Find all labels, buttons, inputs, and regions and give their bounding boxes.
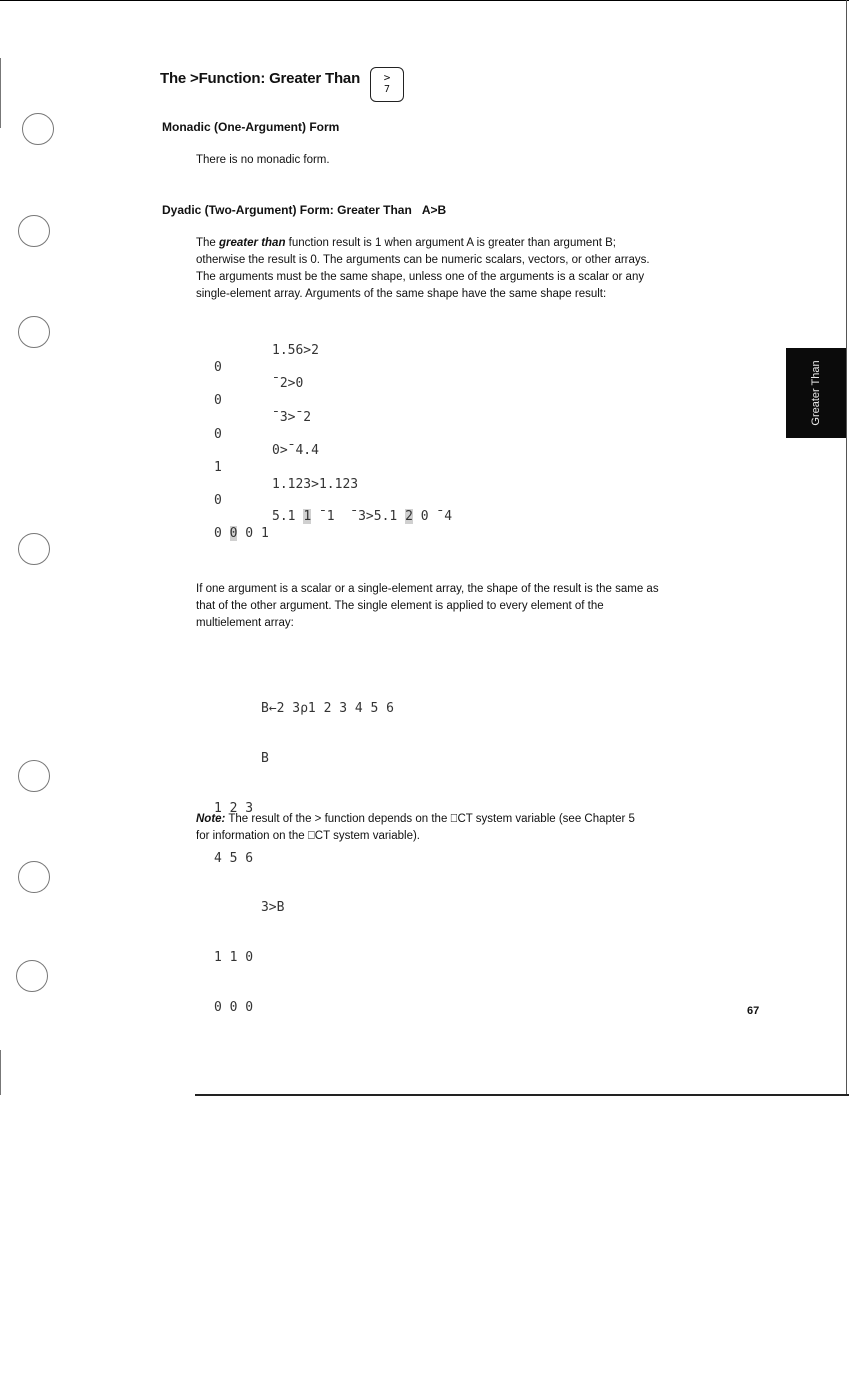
- example-output: 0: [214, 393, 222, 408]
- example-part: 5.1: [272, 509, 304, 524]
- example-part: ¯1 ¯3>5.1: [311, 509, 406, 524]
- binder-hole: [18, 760, 50, 792]
- key-glyph: [370, 67, 404, 102]
- code-line: 4 5 6: [214, 850, 254, 866]
- example-input: ¯2>0: [272, 376, 304, 391]
- example-input: 0>¯4.4: [272, 443, 319, 458]
- example-output: 1: [214, 460, 222, 475]
- example-output: 0: [214, 493, 222, 508]
- example-output: 0: [214, 427, 222, 442]
- example-output-highlighted: [214, 526, 269, 541]
- binder-hole: [18, 861, 50, 893]
- example-input: 1.123>1.123: [272, 477, 359, 492]
- scalar-extension-paragraph: If one argument is a scalar or a single-element array, the shape of the result is the same as that of the other argument. The single element is applied to every element of the multielement array:: [196, 583, 659, 629]
- right-border: [846, 0, 847, 1095]
- section-tab: [786, 348, 846, 438]
- note: [196, 811, 636, 845]
- binder-hole: [18, 215, 50, 247]
- note-label: Note:: [196, 813, 226, 825]
- key-top-symbol: >: [383, 71, 391, 84]
- code-line: 0 0 0: [214, 999, 254, 1015]
- binder-hole: [16, 960, 48, 992]
- highlighted-element: 0: [229, 526, 238, 541]
- example-output: 0: [214, 360, 222, 375]
- code-line: 3>B: [214, 900, 285, 916]
- monadic-text: There is no monadic form.: [196, 154, 330, 166]
- page-title: The >Function: Greater Than: [160, 70, 361, 87]
- code-line: B←2 3⍴1 2 3 4 5 6: [214, 701, 395, 717]
- example-input: 1.56>2: [272, 343, 319, 358]
- code-line: 1 1 0: [214, 950, 254, 966]
- code-line: 1 2 3: [214, 800, 254, 816]
- para-emphasis: greater than: [219, 237, 286, 249]
- note-text: The result of the > function depends on the ⎕CT system variable (see Chapter 5 for information on the ⎕CT system variable).: [196, 813, 635, 842]
- example-part: 0: [214, 526, 230, 541]
- highlighted-element: 1: [303, 509, 312, 524]
- binder-hole: [18, 533, 50, 565]
- code-line: B: [214, 750, 269, 766]
- example-part: 0 1: [237, 526, 269, 541]
- example-part: 0 ¯4: [412, 509, 453, 524]
- dyadic-heading-text: Dyadic (Two-Argument) Form: Greater Than: [162, 203, 412, 217]
- bottom-border: [195, 1094, 849, 1096]
- top-border: [0, 0, 849, 1]
- dyadic-paragraph: [196, 235, 661, 303]
- example-input-highlighted: [272, 509, 452, 524]
- para-lead: The: [196, 237, 220, 249]
- left-edge-mark: [0, 1050, 1, 1095]
- dyadic-syntax: A>B: [421, 203, 447, 217]
- page-number: 67: [747, 1005, 760, 1017]
- left-edge-mark: [0, 58, 1, 128]
- example-input: ¯3>¯2: [272, 410, 312, 425]
- para-rest: function result is 1 when argument A is greater than argument B; otherwise the result is 0. The arguments can be numeric scalars, vectors, or other arrays. The arguments must be the same shape, unless one of the arguments is a scalar or any single-element array. Arguments of the same shape have the same shape result:: [196, 237, 650, 300]
- dyadic-heading: [162, 203, 446, 217]
- binder-hole: [18, 316, 50, 348]
- binder-hole: [22, 113, 54, 145]
- highlighted-element: 2: [405, 509, 413, 524]
- section-tab-label: Greater Than: [810, 360, 822, 426]
- key-bottom-symbol: 7: [383, 84, 391, 95]
- monadic-heading: Monadic (One-Argument) Form: [162, 120, 340, 134]
- matrix-example: [214, 668, 394, 1033]
